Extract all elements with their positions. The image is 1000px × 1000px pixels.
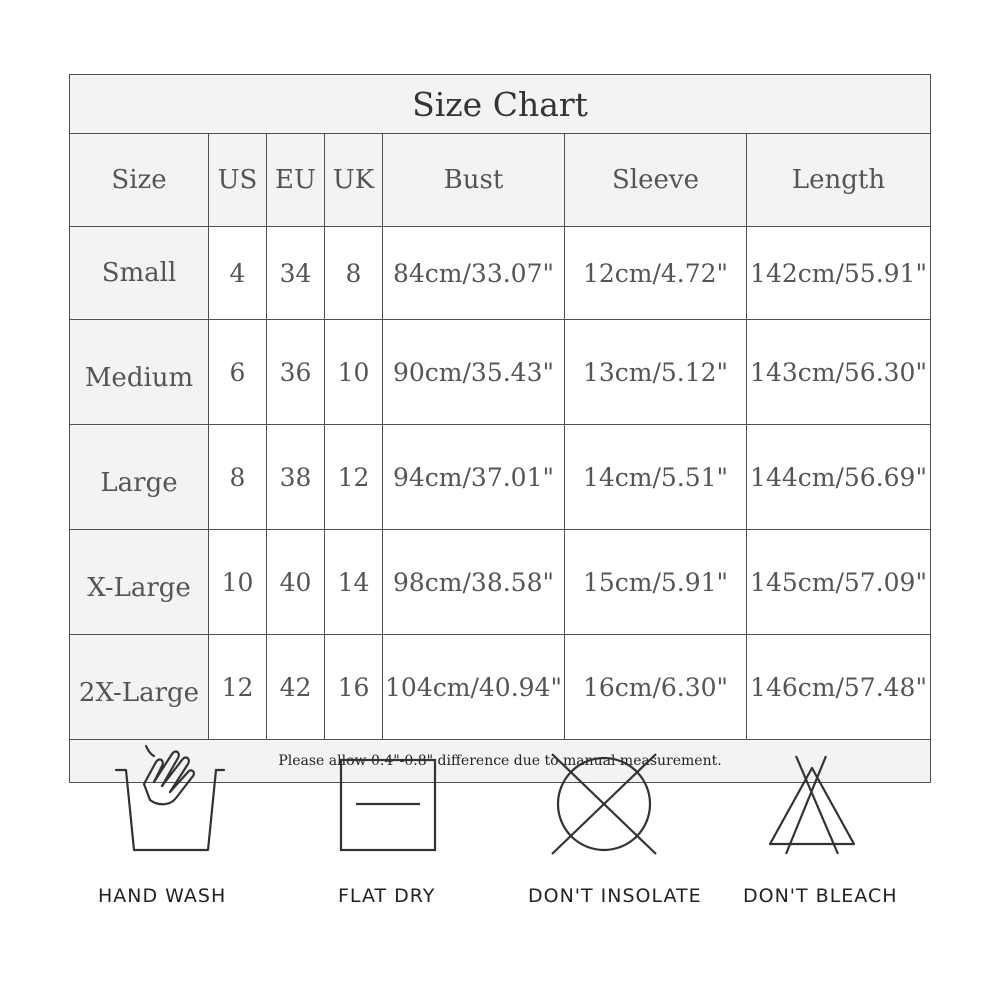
care-dont-bleach xyxy=(743,740,898,907)
care-label: DON'T BLEACH xyxy=(743,885,898,907)
sleeve-cell: 13cm/5.12" xyxy=(565,320,747,425)
bust-cell: 94cm/37.01" xyxy=(383,425,565,530)
care-flat-dry xyxy=(338,740,438,907)
header-size: Size xyxy=(70,134,209,227)
eu-cell: 40 xyxy=(267,530,325,635)
size-cell: 2X-Large xyxy=(70,635,209,740)
care-hand-wash xyxy=(98,740,230,907)
title-row xyxy=(70,75,931,134)
bust-cell: 98cm/38.58" xyxy=(383,530,565,635)
size-chart-table xyxy=(69,74,931,783)
eu-cell: 42 xyxy=(267,635,325,740)
header-bust: Bust xyxy=(383,134,565,227)
length-cell: 143cm/56.30" xyxy=(747,320,931,425)
table-row xyxy=(70,227,931,320)
us-cell: 8 xyxy=(209,425,267,530)
care-dont-insolate xyxy=(528,740,702,907)
length-cell: 146cm/57.48" xyxy=(747,635,931,740)
sleeve-cell: 12cm/4.72" xyxy=(565,227,747,320)
us-cell: 6 xyxy=(209,320,267,425)
size-cell: Medium xyxy=(70,320,209,425)
sleeve-cell: 16cm/6.30" xyxy=(565,635,747,740)
table-row xyxy=(70,530,931,635)
dont-insolate-icon xyxy=(548,740,660,860)
flat-dry-icon xyxy=(338,740,438,860)
dont-bleach-icon xyxy=(766,740,858,860)
size-cell: X-Large xyxy=(70,530,209,635)
eu-cell: 34 xyxy=(267,227,325,320)
uk-cell: 16 xyxy=(325,635,383,740)
table-row xyxy=(70,425,931,530)
header-row xyxy=(70,134,931,227)
care-label: DON'T INSOLATE xyxy=(528,885,702,907)
us-cell: 10 xyxy=(209,530,267,635)
uk-cell: 8 xyxy=(325,227,383,320)
us-cell: 4 xyxy=(209,227,267,320)
sleeve-cell: 14cm/5.51" xyxy=(565,425,747,530)
eu-cell: 36 xyxy=(267,320,325,425)
uk-cell: 12 xyxy=(325,425,383,530)
eu-cell: 38 xyxy=(267,425,325,530)
length-cell: 145cm/57.09" xyxy=(747,530,931,635)
sleeve-cell: 15cm/5.91" xyxy=(565,530,747,635)
header-uk: UK xyxy=(325,134,383,227)
chart-title: Size Chart xyxy=(70,75,931,134)
bust-cell: 84cm/33.07" xyxy=(383,227,565,320)
care-instructions xyxy=(0,740,1000,940)
size-cell: Large xyxy=(70,425,209,530)
care-label: HAND WASH xyxy=(98,885,227,907)
bust-cell: 90cm/35.43" xyxy=(383,320,565,425)
length-cell: 144cm/56.69" xyxy=(747,425,931,530)
length-cell: 142cm/55.91" xyxy=(747,227,931,320)
header-eu: EU xyxy=(267,134,325,227)
table-row xyxy=(70,635,931,740)
uk-cell: 10 xyxy=(325,320,383,425)
table-row xyxy=(70,320,931,425)
header-sleeve: Sleeve xyxy=(565,134,747,227)
care-label: FLAT DRY xyxy=(338,885,436,907)
header-us: US xyxy=(209,134,267,227)
hand-wash-icon xyxy=(110,740,230,860)
measurement-note: Please allow 0.4"-0.8" difference due to manual measurement. xyxy=(70,740,931,783)
size-cell: Small xyxy=(70,227,209,320)
us-cell: 12 xyxy=(209,635,267,740)
header-length: Length xyxy=(747,134,931,227)
bust-cell: 104cm/40.94" xyxy=(383,635,565,740)
uk-cell: 14 xyxy=(325,530,383,635)
